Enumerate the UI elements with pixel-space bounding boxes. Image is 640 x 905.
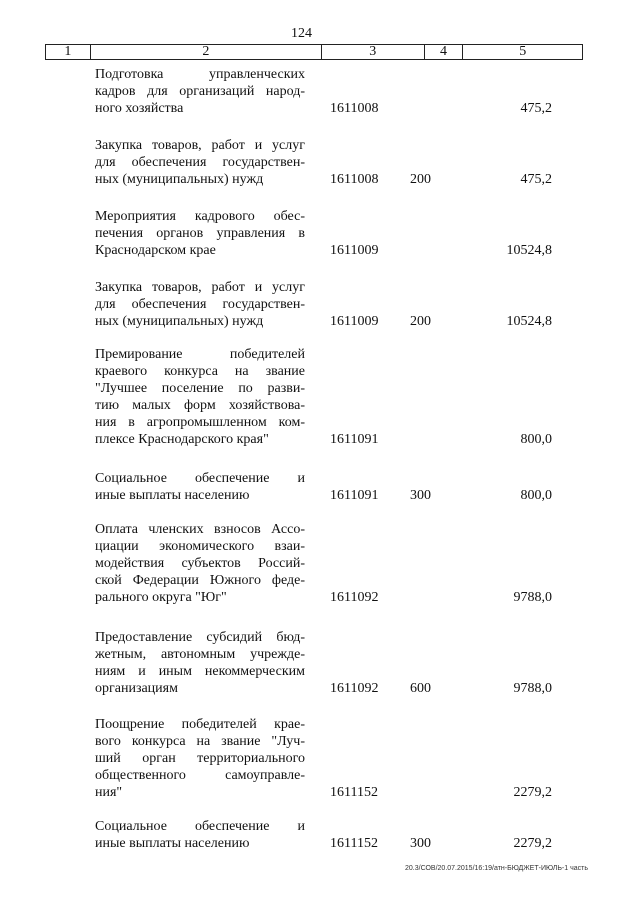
description-line: Социальное обеспечение и (95, 471, 305, 486)
row-code: 1611092 (330, 590, 379, 605)
description-line: Мероприятия кадрового обес- (95, 209, 305, 224)
header-col-1: 1 (46, 45, 91, 59)
row-description (95, 521, 305, 606)
description-line: печения органов управления в (95, 226, 305, 241)
description-line: общественного самоуправле- (95, 768, 305, 783)
row-amount: 9788,0 (513, 681, 552, 696)
description-line: ниям и иным некоммерческим (95, 664, 305, 679)
row-code: 1611008 (330, 101, 379, 116)
row-description (95, 137, 305, 188)
row-amount: 2279,2 (513, 836, 552, 851)
description-line: Закупка товаров, работ и услуг (95, 138, 305, 153)
description-line: кадров для организаций народ- (95, 84, 305, 99)
description-line: ных (муниципальных) нужд (95, 172, 264, 187)
row-description (95, 818, 305, 852)
row-amount: 9788,0 (513, 590, 552, 605)
description-line: для обеспечения государствен- (95, 155, 305, 170)
page-number: 124 (291, 26, 312, 41)
row-expense-type: 200 (410, 314, 431, 329)
row-expense-type: 600 (410, 681, 431, 696)
row-amount: 10524,8 (506, 314, 552, 329)
row-code: 1611091 (330, 432, 379, 447)
description-line: плексе Краснодарского края" (95, 432, 269, 447)
row-expense-type: 200 (410, 172, 431, 187)
row-description (95, 716, 305, 801)
description-line: Премирование победителей (95, 347, 305, 362)
row-expense-type: 300 (410, 836, 431, 851)
header-col-3: 3 (322, 45, 425, 59)
description-line: циации экономического взаи- (95, 539, 305, 554)
row-description (95, 208, 305, 259)
description-line: ного хозяйства (95, 101, 184, 116)
description-line: иные выплаты населению (95, 836, 250, 851)
description-line: рального округа "Юг" (95, 590, 227, 605)
description-line: Поощрение победителей крае- (95, 717, 305, 732)
description-line: ных (муниципальных) нужд (95, 314, 264, 329)
description-line: Краснодарском крае (95, 243, 216, 258)
description-line: тию малых форм хозяйствова- (95, 398, 305, 413)
row-expense-type: 300 (410, 488, 431, 503)
row-code: 1611008 (330, 172, 379, 187)
row-code: 1611092 (330, 681, 379, 696)
description-line: для обеспечения государствен- (95, 297, 305, 312)
header-col-5: 5 (519, 44, 527, 59)
description-line: иные выплаты населению (95, 488, 250, 503)
description-line: Оплата членских взносов Ассо- (95, 522, 305, 537)
row-amount: 475,2 (520, 172, 552, 187)
row-amount: 475,2 (520, 101, 552, 116)
row-description (95, 470, 305, 504)
description-line: организациям (95, 681, 178, 696)
description-line: ния в агропромышленном ком- (95, 415, 305, 430)
description-line: Закупка товаров, работ и услуг (95, 280, 305, 295)
description-line: ской Федерации Южного феде- (95, 573, 305, 588)
row-amount: 800,0 (520, 488, 552, 503)
header-col-4: 4 (425, 45, 464, 59)
row-description (95, 629, 305, 697)
header-col-2: 2 (91, 45, 322, 59)
row-code: 1611009 (330, 243, 379, 258)
row-description (95, 279, 305, 330)
row-code: 1611152 (330, 836, 378, 851)
description-line: ния" (95, 785, 123, 800)
table-header (45, 44, 583, 60)
description-line: Подготовка управленческих (95, 67, 305, 82)
row-description (95, 66, 305, 117)
row-amount: 800,0 (520, 432, 552, 447)
footer-document-id: 20.3/СОВ/20.07.2015/16:19/атн-БЮДЖЕТ-ИЮЛЬ-1 часть (405, 865, 588, 872)
row-code: 1611009 (330, 314, 379, 329)
row-amount: 2279,2 (513, 785, 552, 800)
description-line: Предоставление субсидий бюд- (95, 630, 305, 645)
description-line: модействия субъектов Россий- (95, 556, 305, 571)
description-line: жетным, автономным учрежде- (95, 647, 305, 662)
row-description (95, 346, 305, 448)
row-code: 1611091 (330, 488, 379, 503)
description-line: "Лучшее поселение по разви- (95, 381, 305, 396)
row-code: 1611152 (330, 785, 378, 800)
description-line: краевого конкурса на звание (95, 364, 305, 379)
description-line: вого конкурса на звание "Луч- (95, 734, 305, 749)
description-line: Социальное обеспечение и (95, 819, 305, 834)
description-line: ший орган территориального (95, 751, 305, 766)
row-amount: 10524,8 (506, 243, 552, 258)
